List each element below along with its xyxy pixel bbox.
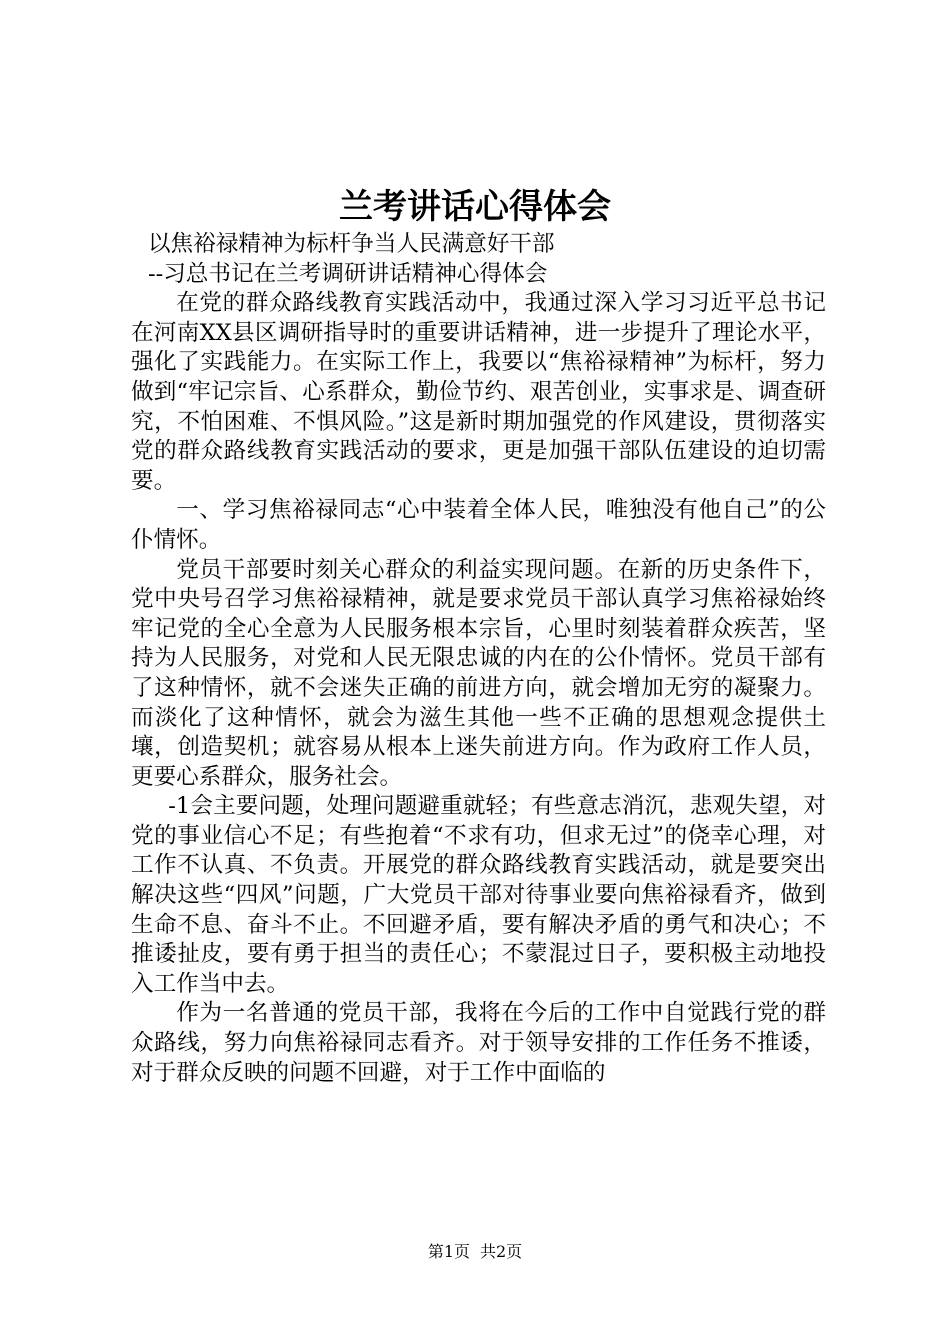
document-title: 兰考讲话心得体会 bbox=[339, 187, 611, 227]
paragraph-intro: 在党的群众路线教育实践活动中，我通过深入学习习近平总书记在河南XX县区调研指导时的重要讲话精神，进一步提升了理论水平，强化了实践能力。在实际工作上，我要以“焦裕禄精神”为标杆，努力做到“牢记宗旨、心系群众，勤俭节约、艰苦创业，实事求是、调查研究，不怕困难、不惧风险。”这是新时期加强党的作风建设，贯彻落实党的群众路线教育实践活动的要求，更是加强干部队伍建设的迫切需要。 bbox=[131, 290, 826, 494]
subtitle-line-1: 以焦裕禄精神为标杆争当人民满意好干部 bbox=[147, 231, 555, 257]
paragraph-commitment: 作为一名普通的党员干部，我将在今后的工作中自觉践行党的群众路线，努力向焦裕禄同志看齐。对于领导安排的工作任务不推诿，对于群众反映的问题不回避，对于工作中面临的 bbox=[131, 1000, 826, 1086]
subtitle-line-2: --习总书记在兰考调研讲话精神心得体会 bbox=[147, 260, 548, 287]
document-body bbox=[131, 230, 826, 1088]
paragraph-four-winds: -1会主要问题，处理问题避重就轻；有些意志消沉，悲观失望，对党的事业信心不足；有些抱着“不求有功，但求无过”的侥幸心理，对工作不认真、不负责。开展党的群众路线教育实践活动，就是要突出解决这些“四风”问题，广大党员干部对待事业要向焦裕禄看齐，做到生命不息、奋斗不止。不回避矛盾，要有解决矛盾的勇气和决心；不推诿扯皮，要有勇于担当的责任心；不蒙混过日子，要积极主动地投入工作当中去。 bbox=[131, 793, 826, 997]
page-number-total: 共2页 bbox=[480, 1242, 523, 1261]
page-footer bbox=[0, 1242, 950, 1262]
paragraph-section-1: 党员干部要时刻关心群众的利益实现问题。在新的历史条件下，党中央号召学习焦裕禄精神，就是要求党员干部认真学习焦裕禄始终牢记党的全心全意为人民服务根本宗旨，心里时刻装着群众疾苦，坚持为人民服务，对党和人民无限忠诚的内在的公仆情怀。党员干部有了这种情怀，就不会迷失正确的前进方向，就会增加无穷的凝聚力。而淡化了这种情怀，就会为滋生其他一些不正确的思想观念提供土壤，创造契机；就容易从根本上迷失前进方向。作为政府工作人员，更要心系群众，服务社会。 bbox=[131, 556, 826, 790]
page-number-current: 第1页 bbox=[427, 1242, 470, 1261]
section-heading-1: 一、学习焦裕禄同志“心中装着全体人民，唯独没有他自己”的公仆情怀。 bbox=[131, 497, 826, 553]
